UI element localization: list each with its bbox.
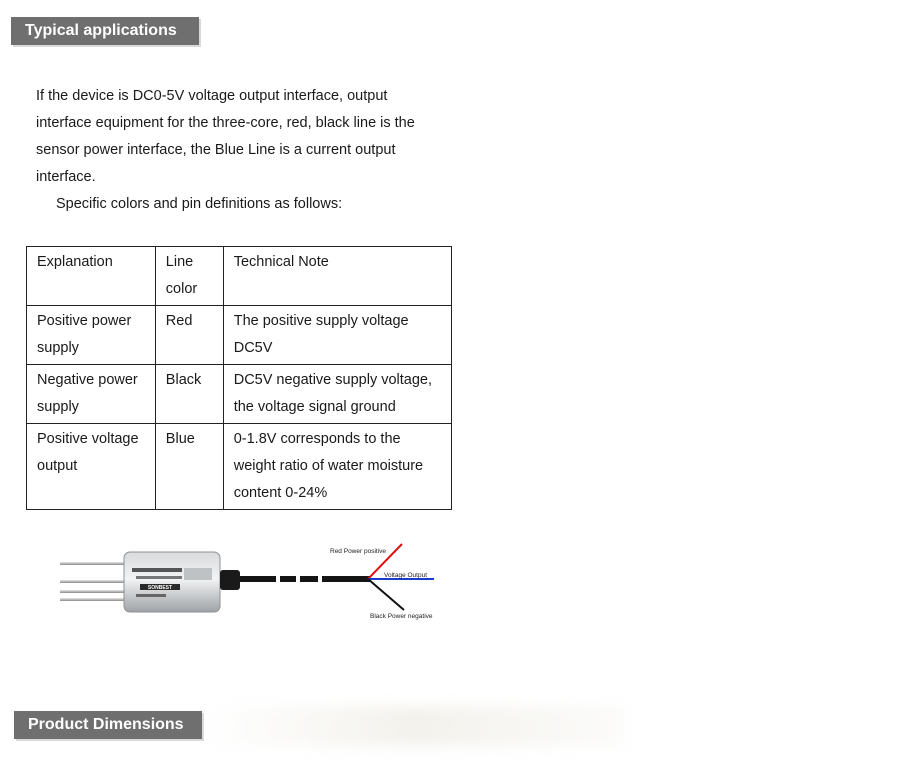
- blue-wire-label: Voltage Output: [384, 572, 428, 579]
- header-cell: Technical Note: [223, 247, 451, 306]
- typical-applications-header: Typical applications: [11, 17, 199, 45]
- table-header-row: [27, 247, 452, 306]
- table-cell: The positive supply voltage DC5V: [223, 306, 451, 365]
- brand-label: SONBEST: [147, 585, 173, 591]
- faded-banner-strip: [205, 706, 625, 746]
- product-dimensions-header: Product Dimensions: [14, 711, 202, 739]
- pin-definitions-intro: Specific colors and pin definitions as follows:: [56, 196, 343, 212]
- intro-line: If the device is DC0-5V voltage output interface, output: [36, 88, 388, 104]
- black-wire-label: Black Power negative: [370, 613, 433, 620]
- table-cell: Black: [155, 365, 223, 424]
- header-cell: Line color: [155, 247, 223, 306]
- table-row: [27, 306, 452, 365]
- probe-pins: [60, 562, 126, 601]
- intro-text: [36, 83, 456, 218]
- header-cell: Explanation: [27, 247, 156, 306]
- table-cell: Positive power supply: [27, 306, 156, 365]
- table-row: [27, 424, 452, 510]
- intro-line: interface.: [36, 169, 96, 185]
- pin-definition-table: [26, 246, 452, 510]
- intro-line: interface equipment for the three-core, red, black line is the: [36, 115, 415, 131]
- black-wire: [368, 579, 404, 610]
- table-cell: Positive voltage output: [27, 424, 156, 510]
- sensor-body: [124, 552, 220, 612]
- table-cell: Blue: [155, 424, 223, 510]
- red-wire-label: Red Power positive: [330, 548, 386, 555]
- intro-line: sensor power interface, the Blue Line is a current output: [36, 142, 396, 158]
- cable: [240, 576, 370, 582]
- cable-gland: [220, 570, 240, 590]
- sensor-wiring-diagram: [40, 538, 470, 638]
- table-cell: Negative power supply: [27, 365, 156, 424]
- table-cell: 0-1.8V corresponds to the weight ratio of water moisture content 0-24%: [223, 424, 451, 510]
- table-cell: Red: [155, 306, 223, 365]
- table-cell: DC5V negative supply voltage, the voltage signal ground: [223, 365, 451, 424]
- table-row: [27, 365, 452, 424]
